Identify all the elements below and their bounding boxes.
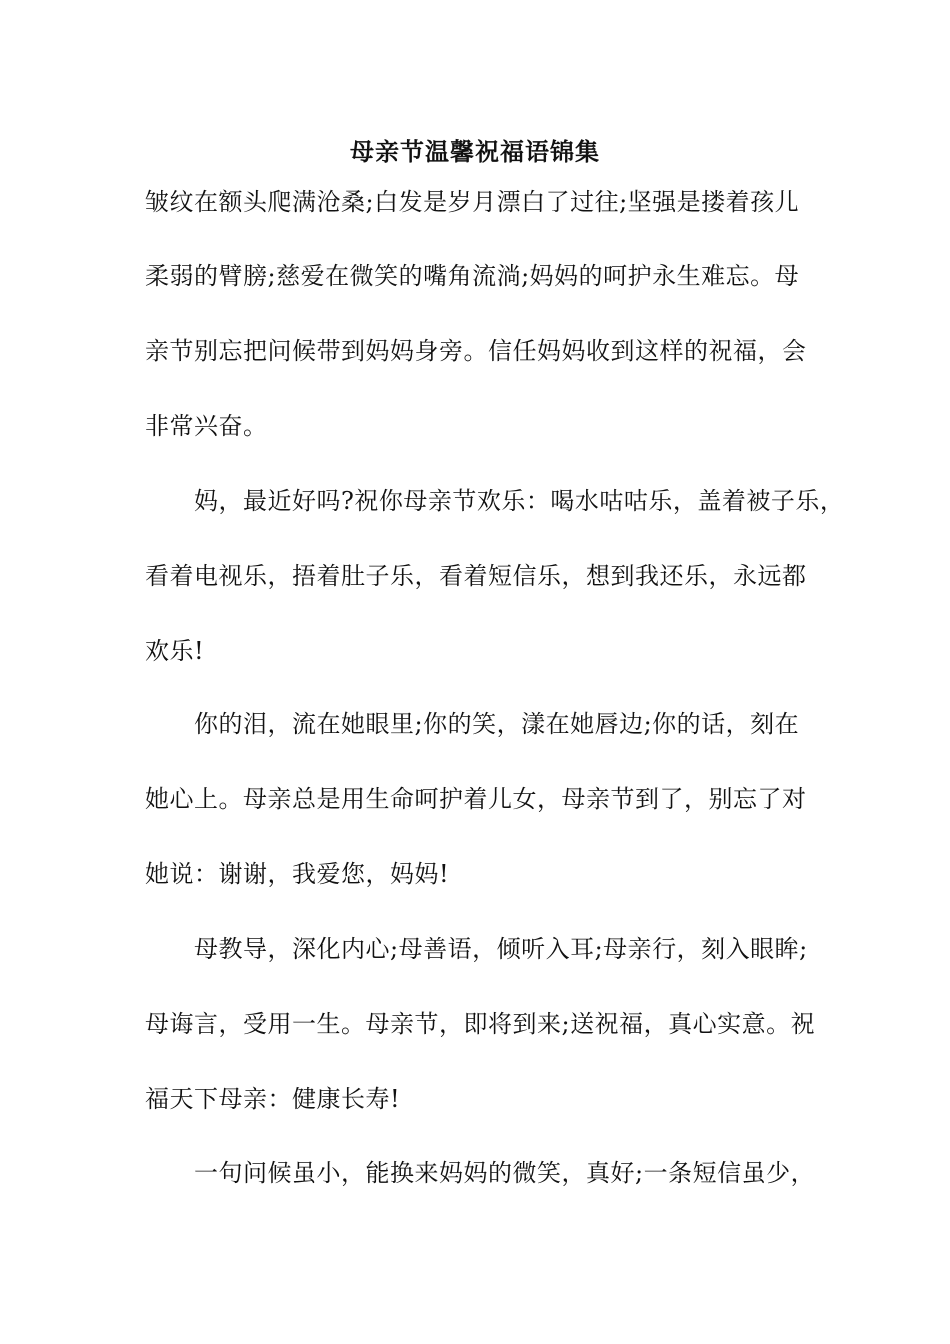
text-line: 母教导，深化内心;母善语，倾听入耳;母亲行，刻入眼眸; (145, 935, 808, 963)
document-title: 母亲节温馨祝福语锦集 (350, 137, 600, 166)
text-line: 看着电视乐，捂着肚子乐，看着短信乐，想到我还乐，永远都 (145, 562, 807, 590)
text-line: 妈，最近好吗?祝你母亲节欢乐：喝水咕咕乐，盖着被子乐， (145, 487, 845, 515)
text-line: 你的泪，流在她眼里;你的笑，漾在她唇边;你的话，刻在 (145, 710, 800, 738)
text-line: 福天下母亲：健康长寿! (145, 1085, 401, 1113)
text-line: 亲节别忘把问候带到妈妈身旁。信任妈妈收到这样的祝福，会 (145, 337, 807, 365)
text-line: 她说：谢谢，我爱您，妈妈! (145, 860, 450, 888)
text-line: 皱纹在额头爬满沧桑;白发是岁月漂白了过往;坚强是搂着孩儿 (145, 188, 800, 216)
text-line: 她心上。母亲总是用生命呵护着儿女，母亲节到了，别忘了对 (145, 785, 807, 813)
text-line: 母诲言，受用一生。母亲节，即将到来;送祝福，真心实意。祝 (145, 1010, 816, 1038)
text-line: 柔弱的臂膀;慈爱在微笑的嘴角流淌;妈妈的呵护永生难忘。母 (145, 262, 800, 290)
text-line: 非常兴奋。 (145, 412, 268, 440)
text-line: 一句问候虽小，能换来妈妈的微笑，真好;一条短信虽少， (145, 1159, 816, 1187)
text-line: 欢乐! (145, 637, 205, 665)
